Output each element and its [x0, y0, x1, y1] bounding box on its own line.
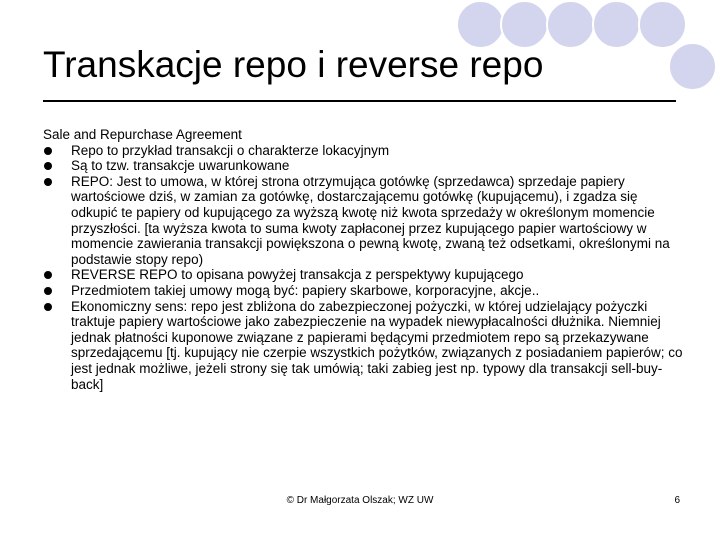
intro-line: Sale and Repurchase Agreement — [43, 127, 242, 142]
page-number: 6 — [674, 495, 680, 506]
list-item-text: REVERSE REPO to opisana powyżej transakcja z perspektywy kupującego — [71, 267, 524, 283]
list-item-text: Repo to przykład transakcji o charakterze lokacyjnym — [71, 142, 390, 158]
bullet-list — [43, 143, 683, 393]
decor-circle — [638, 0, 687, 49]
title-divider — [43, 100, 676, 102]
slide-footer — [0, 495, 720, 509]
decor-circle — [500, 0, 549, 49]
list-item-text: Są to tzw. transakcje uwarunkowane — [71, 158, 290, 174]
bullet-icon — [44, 287, 52, 295]
list-item-text: Przedmiotem takiej umowy mogą być: papiery skarbowe, korporacyjne, akcje.. — [71, 282, 540, 298]
decor-circle — [546, 0, 595, 49]
list-item — [43, 143, 683, 159]
list-item — [43, 158, 683, 174]
list-item — [43, 267, 683, 283]
bullet-icon — [44, 303, 52, 311]
decor-circle — [592, 0, 641, 49]
list-item-text: REPO: Jest to umowa, w której strona otrzymująca gotówkę (sprzedawca) sprzedaje papiery wartościowe dziś, w zamian za gotówkę, dostarczającemu gotówkę (kupującemu), i zgadza się odkupić te papiery od kupującego za wyższą kwotę niż kwota sprzedaży w określonym momencie przyszłości. [ta wyższa kwota to suma kwoty zapłaconej przez kupującego papier wartościowy w momencie zawierania transakcji powiększona o pewną kwotę, zwaną też odsetkami, określonymi na podstawie stopy repo) — [71, 173, 670, 267]
footer-credit: © Dr Małgorzata Olszak; WZ UW — [286, 495, 434, 506]
decor-circle — [456, 0, 505, 49]
bullet-icon — [44, 147, 52, 155]
list-item — [43, 174, 683, 268]
list-item — [43, 299, 683, 393]
slide-title: Transkacje repo i reverse repo — [43, 44, 544, 85]
list-item — [43, 283, 683, 299]
bullet-icon — [44, 162, 52, 170]
decor-circle — [668, 42, 717, 91]
slide-body — [43, 127, 683, 392]
bullet-icon — [44, 178, 52, 186]
list-item-text: Ekonomiczny sens: repo jest zbliżona do zabezpieczonej pożyczki, w której udzielający pożyczki traktuje papiery wartościowe jako zabezpieczenie na wypadek niewypłacalności dłużnika. Niemniej jednak płatności kuponowe związane z papierami będącymi przedmiotem repo są przekazywane sprzedającemu [tj. kupujący nie czerpie wszystkich pożytków, związanych z posiadaniem papierów; co jest jednak możliwe, jeżeli strony się tak umówią; taki zabieg jest np. typowy dla transakcji sell-buy-back] — [71, 298, 683, 392]
bullet-icon — [44, 271, 52, 279]
